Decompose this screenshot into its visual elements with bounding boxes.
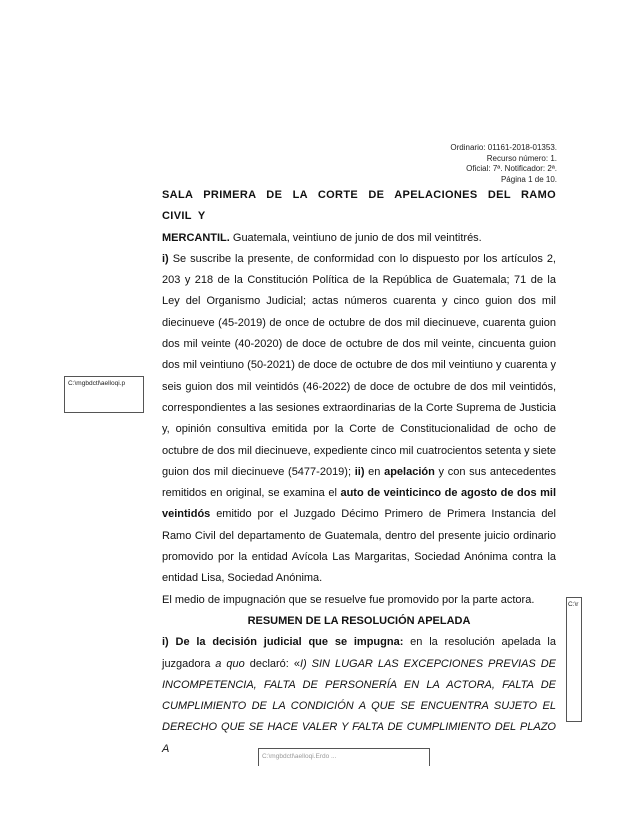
decision-heading: i) De la decisión judicial que se impugna:: [162, 636, 404, 649]
text-segment: declaró: «: [244, 657, 300, 670]
paragraph-appellant: El medio de impugnación que se resuelve fue promovido por la parte actora.: [162, 593, 535, 606]
margin-file-path-right: C:\r: [568, 601, 579, 608]
page-number: Página 1 de 10.: [500, 174, 557, 184]
date-text: Guatemala, veintiuno de junio de dos mil veintitrés.: [229, 231, 482, 244]
footer-file-path: C:\mgbdctl\aelloqi.Erdo ...: [262, 753, 337, 760]
paragraph-legal-basis: [162, 249, 556, 590]
margin-file-path-box: [64, 376, 144, 413]
margin-file-path-box-right: [566, 597, 582, 722]
numeral-ii: ii): [354, 465, 365, 478]
case-header: [450, 143, 557, 185]
a-quo-term: a quo: [215, 657, 245, 670]
court-title: SALA PRIMERA DE LA CORTE DE APELACIONES DEL RAMO CIVIL Y: [162, 189, 556, 223]
margin-file-path: C:\mgbdctl\aelloqi.p: [68, 380, 126, 387]
section-heading: RESUMEN DE LA RESOLUCIÓN APELADA: [247, 614, 471, 627]
paragraph-decision: [162, 632, 556, 760]
court-title-continued: MERCANTIL.: [162, 231, 230, 244]
case-number: Ordinario: 01161-2018-01353.: [450, 143, 557, 152]
document-body: [162, 185, 556, 760]
legal-basis-text: Se suscribe la presente, de conformidad con lo dispuesto por los artículos 2, 203 y 218 de la Constitución Política de la República de Guatemala; 71 de la Ley del Organismo Judicial; actas números cuarenta y cinco guion dos mil diecinueve (45-2019) de once de octubre de dos mil diecinueve, cuarenta guion dos mil veinte (40-2020) de doce de octubre de dos mil veinte, cincuenta guion dos mil veintiuno (50-2021) de doce de octubre de dos mil veintiuno y cuarenta y seis guion dos mil veintidós (46-2022) de doce de octubre de dos mil veintidós, correspondientes a las sesiones extraordinarias de la Corte Suprema de Justicia y, opinión consultiva emitida por la Corte de Constitucionalidad de ocho de octubre de dos mil diecinueve, expediente cinco mil cuatrocientos setenta y siete guion dos mil diecinueve (5477-2019);: [162, 252, 556, 478]
appeal-number: Recurso número: 1.: [486, 153, 557, 163]
date-line: [162, 228, 556, 249]
court-title-line: [162, 185, 556, 228]
quoted-ruling: I) SIN LUGAR LAS EXCEPCIONES PREVIAS DE INCOMPETENCIA, FALTA DE PERSONERÍA EN LA ACTORA, FALTA DE CUMPLIMIENTO DE LA CONDICIÓN A QUE SE ENCUENTRA SUJETO EL DERECHO QUE SE HACE VALER Y FALTA DE CUMPLIMIENTO DEL PLAZO A: [162, 657, 557, 755]
ruling-date: auto de veinticinco de agosto de dos mil veintidós: [162, 487, 556, 521]
text-segment: en la resolución apelada la juzgadora: [162, 636, 556, 670]
officer-line: Oficial: 7ª. Notificador: 2ª.: [466, 164, 557, 173]
appeal-term: apelación: [384, 465, 435, 478]
case-parties-text: emitido por el Juzgado Décimo Primero de Primera Instancia del Ramo Civil del departamento de Guatemala, dentro del presente juicio ordinario promovido por la entidad Avícola Las Margaritas, Sociedad Anónima contra la entidad Lisa, Sociedad Anónima.: [162, 508, 556, 585]
text-segment: en: [364, 465, 385, 478]
numeral-i: i): [162, 252, 169, 265]
text-segment: y con sus antecedentes remitidos en original, se examina el: [162, 465, 556, 500]
